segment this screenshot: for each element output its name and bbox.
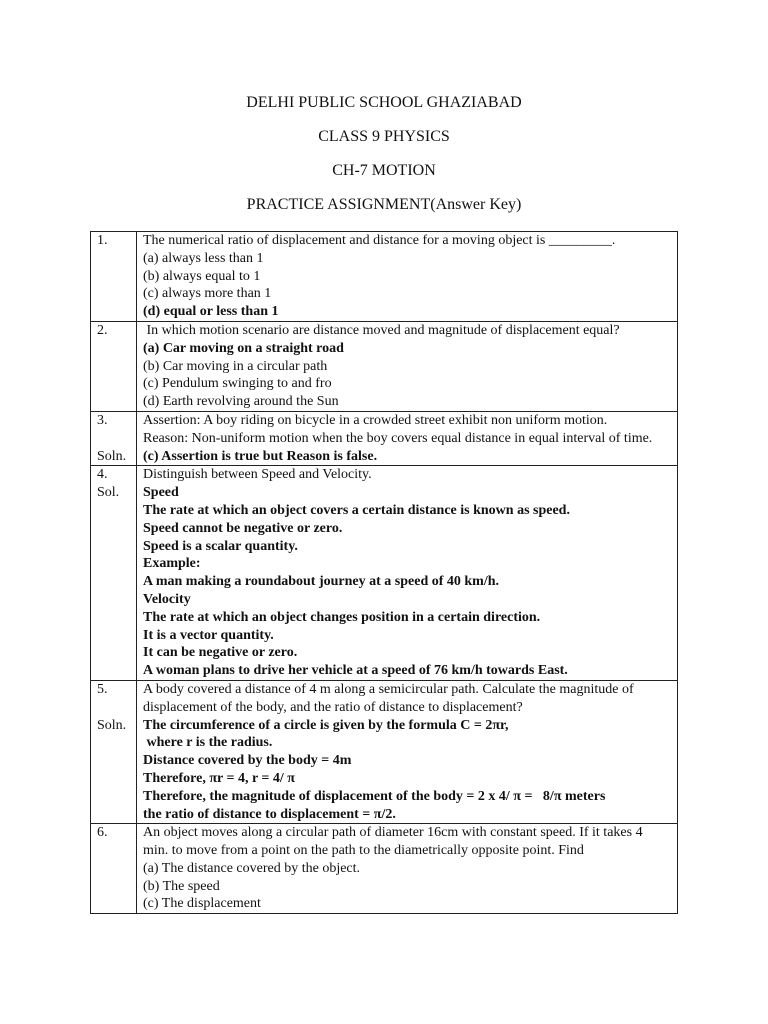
class-subject: CLASS 9 PHYSICS <box>318 128 450 145</box>
answer-line: (a) Car moving on a straight road <box>143 340 344 356</box>
answer-line: Distance covered by the body = 4m <box>143 753 352 769</box>
answer-line: Therefore, πr = 4, r = 4/ π <box>143 770 295 786</box>
answer-line: Therefore, the magnitude of displacement of the body = 2 x 4/ π = 8/π meters <box>143 788 606 804</box>
question-number: 6. <box>97 825 108 841</box>
question-number-cell <box>91 232 137 322</box>
question-content-cell <box>137 232 678 322</box>
document-header <box>0 91 768 227</box>
question-row <box>91 411 678 465</box>
answer-line: It is a vector quantity. <box>143 627 274 643</box>
question-row <box>91 824 678 914</box>
question-number-cell <box>91 466 137 681</box>
question-line: Reason: Non-uniform motion when the boy covers equal distance in equal interval of time. <box>143 430 653 446</box>
question-line: (a) The distance covered by the object. <box>143 860 361 876</box>
question-row <box>91 680 678 823</box>
question-row <box>91 232 678 322</box>
question-number: 1. <box>97 233 108 248</box>
question-line: Assertion: A boy riding on bicycle in a crowded street exhibit non uniform motion. <box>143 412 608 428</box>
answer-line: It can be negative or zero. <box>143 645 298 661</box>
answer-line: (c) Assertion is true but Reason is false. <box>143 448 378 464</box>
question-number-cell <box>91 321 137 411</box>
question-line: The numerical ratio of displacement and distance for a moving object is _________. <box>143 233 616 248</box>
answer-line: where r is the radius. <box>143 735 273 751</box>
question-line: In which motion scenario are distance moved and magnitude of displacement equal? <box>143 322 620 338</box>
question-line: (d) Earth revolving around the Sun <box>143 394 339 410</box>
answer-line: The circumference of a circle is given by the formula C = 2πr, <box>143 717 509 733</box>
solution-label: Sol. <box>97 485 120 501</box>
question-line: A body covered a distance of 4 m along a semicircular path. Calculate the magnitude of displacement of the body, and the ratio of distance to displacement? <box>143 681 638 715</box>
question-number-cell <box>91 411 137 465</box>
question-line: Distinguish between Speed and Velocity. <box>143 467 372 483</box>
answer-line: Velocity <box>143 591 191 607</box>
question-line: (b) always equal to 1 <box>143 268 261 284</box>
question-line: (b) The speed <box>143 878 220 894</box>
question-line: (c) always more than 1 <box>143 286 272 302</box>
answer-line: A man making a roundabout journey at a speed of 40 km/h. <box>143 574 500 590</box>
chapter-title: CH-7 MOTION <box>332 162 436 179</box>
question-line: (b) Car moving in a circular path <box>143 358 328 374</box>
assignment-title: PRACTICE ASSIGNMENT(Answer Key) <box>246 196 522 213</box>
solution-label: Soln. <box>97 717 127 733</box>
answer-line: Speed cannot be negative or zero. <box>143 520 343 536</box>
question-number: 4. <box>97 467 108 483</box>
answer-line: Speed is a scalar quantity. <box>143 538 298 554</box>
question-line: (a) always less than 1 <box>143 250 264 266</box>
question-content-cell <box>137 321 678 411</box>
school-name: DELHI PUBLIC SCHOOL GHAZIABAD <box>246 94 522 111</box>
question-number: 3. <box>97 412 108 428</box>
answer-line: Speed <box>143 485 179 501</box>
answer-line: the ratio of distance to displacement = π/2. <box>143 806 396 822</box>
question-row <box>91 466 678 681</box>
answer-line: A woman plans to drive her vehicle at a speed of 76 km/h towards East. <box>143 663 568 679</box>
question-number-cell <box>91 680 137 823</box>
answer-line: The rate at which an object covers a certain distance is known as speed. <box>143 502 570 518</box>
answer-line: The rate at which an object changes position in a certain direction. <box>143 609 541 625</box>
question-number-cell <box>91 824 137 914</box>
question-content-cell <box>137 466 678 681</box>
question-content-cell <box>137 411 678 465</box>
answer-line: (d) equal or less than 1 <box>143 304 279 320</box>
answer-line: Example: <box>143 556 201 572</box>
question-content-cell <box>137 680 678 823</box>
question-line: (c) Pendulum swinging to and fro <box>143 376 332 392</box>
question-line: An object moves along a circular path of diameter 16cm with constant speed. If it takes 4 min. to move from a point on the path to the diametrically opposite point. Find <box>143 825 647 859</box>
question-line: (c) The displacement <box>143 896 261 912</box>
question-row <box>91 321 678 411</box>
question-content-cell <box>137 824 678 914</box>
answer-key-table <box>90 231 678 914</box>
solution-label: Soln. <box>97 448 127 464</box>
question-number: 2. <box>97 322 108 338</box>
question-number: 5. <box>97 681 108 697</box>
